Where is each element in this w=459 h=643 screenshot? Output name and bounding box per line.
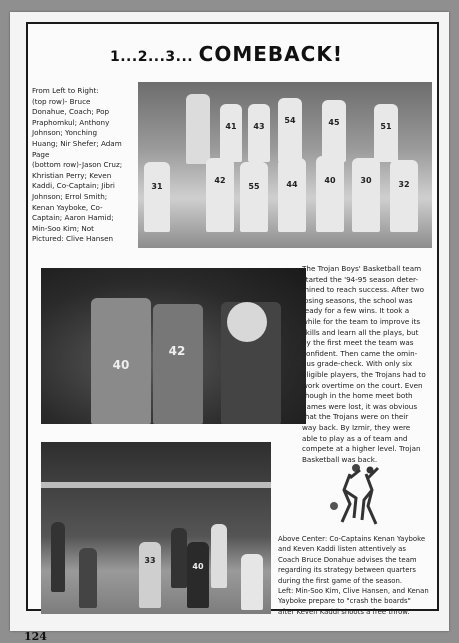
- story-line: ous grade-check. With only six: [302, 359, 413, 369]
- story-line: able to play as a of team and: [302, 433, 408, 443]
- caption-line: Captain; Aaron Hamid;: [32, 213, 114, 223]
- jersey-number: 45: [328, 118, 340, 127]
- huddle-photo: [41, 268, 306, 424]
- story-text: [302, 264, 442, 465]
- player-figure: [278, 158, 306, 232]
- jersey-number: 32: [398, 180, 410, 189]
- caption-line: (top row)- Bruce: [32, 96, 91, 106]
- caption-line: Page: [32, 149, 50, 159]
- caption-line: Left: Min-Soo Kim, Clive Hansen, and Kenan: [278, 587, 429, 596]
- player-figure: [144, 162, 170, 232]
- player-figure: [390, 160, 418, 232]
- player-figure: [91, 298, 151, 424]
- story-line: though in the home meet both: [302, 391, 413, 401]
- jersey-number: 40: [192, 562, 204, 571]
- story-line: skills and learn all the plays, but: [302, 327, 419, 337]
- story-line: Basketball was back.: [302, 454, 378, 464]
- story-line: eligible players, the Trojans had to: [302, 369, 426, 379]
- jersey-number: 33: [144, 556, 156, 565]
- jersey-number: 55: [248, 182, 260, 191]
- caption-line: Pictured: Clive Hansen: [32, 234, 114, 244]
- player-figure: [374, 104, 398, 162]
- page-number: 124: [24, 630, 47, 643]
- caption-line: Yayboke prepare to "crash the boards": [278, 597, 411, 606]
- caption-line: during the first game of the season.: [278, 576, 403, 585]
- player-figure: [211, 524, 227, 588]
- photo-caption: [278, 534, 448, 617]
- team-caption: [32, 86, 132, 245]
- caption-line: Praphomkul; Anthony: [32, 117, 110, 127]
- jersey-number: 42: [168, 344, 186, 358]
- caption-line: Johnson; Errol Smith;: [32, 191, 108, 201]
- caption-line: and Keven Kaddi listen attentively as: [278, 545, 406, 554]
- caption-line: after Keven Kaddi shoots a free throw.: [278, 607, 410, 616]
- story-line: mined to reach success. After two: [302, 285, 425, 295]
- jersey-number: 42: [214, 176, 226, 185]
- page-title: [110, 42, 360, 66]
- gym-balcony: [41, 482, 271, 488]
- story-line: compete at a higher level. Trojan: [302, 444, 421, 454]
- player-figure: [153, 304, 203, 424]
- story-line: by the first meet the team was: [302, 338, 414, 348]
- jersey-number: 44: [286, 180, 298, 189]
- title-count: 1...2...3...: [110, 49, 194, 65]
- caption-line: Above Center: Co-Captains Kenan Yayboke: [278, 535, 426, 543]
- player-figure: [240, 162, 268, 232]
- player-figure: [171, 528, 187, 588]
- player-figure: [316, 156, 344, 232]
- story-line: confident. Then came the omin-: [302, 348, 418, 358]
- player-figure: [241, 554, 263, 610]
- yearbook-page: [10, 12, 449, 643]
- game-photo: [41, 442, 271, 614]
- player-figure: [248, 104, 270, 162]
- coach-head: [227, 302, 267, 342]
- coach-figure: [186, 94, 210, 164]
- story-line: ready for a few wins. It took a: [302, 306, 410, 316]
- team-photo: [138, 82, 432, 248]
- caption-line: Min-Soo Kim; Not: [32, 223, 94, 233]
- caption-line: (bottom row)-Jason Cruz;: [32, 160, 123, 170]
- basketball-players-clipart: [320, 460, 390, 530]
- jersey-number: 41: [225, 122, 237, 131]
- player-figure: [51, 522, 65, 592]
- caption-line: Kenan Yayboke, Co-: [32, 202, 103, 212]
- story-line: games were lost, it was obvious: [302, 401, 418, 411]
- caption-line: Huang; Nir Shefer; Adam: [32, 138, 122, 148]
- jersey-number: 43: [253, 122, 265, 131]
- caption-line: Donahue, Coach; Pop: [32, 107, 110, 117]
- caption-line: From Left to Right:: [32, 86, 99, 95]
- player-figure: [139, 542, 161, 608]
- jersey-number: 30: [360, 176, 372, 185]
- jersey-number: 40: [324, 176, 336, 185]
- story-line: started the '94-95 season deter-: [302, 274, 419, 284]
- player-figure: [206, 158, 234, 232]
- caption-line: Khristian Perry; Keven: [32, 170, 112, 180]
- caption-line: regarding its strategy between quarters: [278, 566, 416, 575]
- jersey-number: 54: [284, 116, 296, 125]
- player-figure: [220, 104, 242, 162]
- jersey-number: 31: [151, 182, 163, 191]
- jersey-number: 40: [112, 358, 130, 372]
- player-figure: [278, 98, 302, 162]
- story-line: while for the team to improve its: [302, 316, 421, 326]
- story-line: work overtime on the court. Even: [302, 380, 423, 390]
- player-figure: [322, 100, 346, 162]
- story-line: losing seasons, the school was: [302, 295, 413, 305]
- caption-line: Johnson; Yonching: [32, 128, 98, 138]
- story-line: The Trojan Boys' Basketball team: [302, 264, 422, 273]
- player-figure: [187, 542, 209, 608]
- caption-line: Kaddi, Co-Captain; Jibri: [32, 181, 115, 191]
- player-figure: [79, 548, 97, 608]
- jersey-number: 51: [380, 122, 392, 131]
- player-figure: [352, 158, 380, 232]
- title-main: COMEBACK!: [198, 42, 343, 66]
- story-line: way back. By Izmir, they were: [302, 422, 411, 432]
- story-line: that the Trojans were on their: [302, 412, 409, 422]
- caption-line: Coach Bruce Donahue advises the team: [278, 555, 417, 564]
